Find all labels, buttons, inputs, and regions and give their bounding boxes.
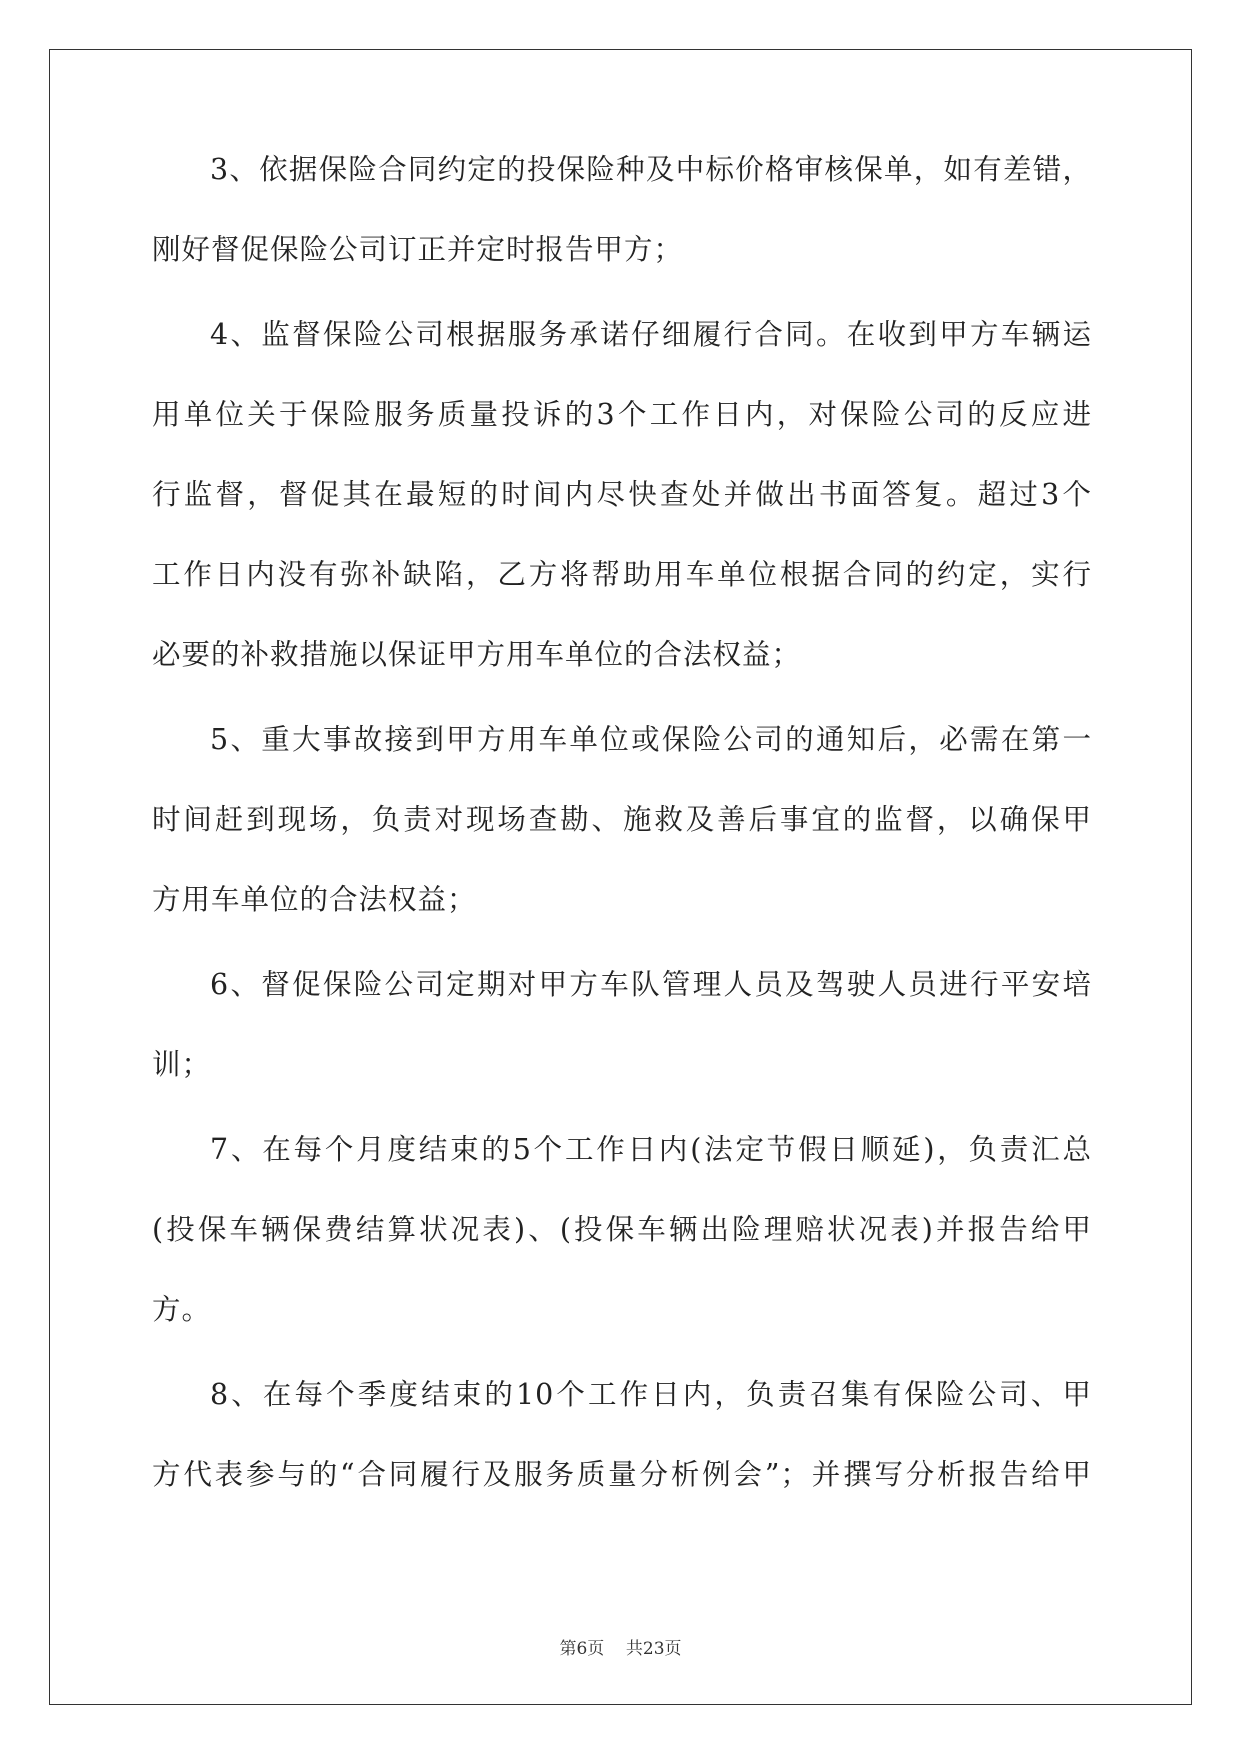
paragraph-3-line-2: 刚好督促保险公司订正并定时报告甲方； xyxy=(152,233,684,266)
page-total: 共23页 xyxy=(625,1639,682,1659)
paragraph-4-line-2: 用单位关于保险服务质量投诉的3个工作日内，对保险公司的反应进 xyxy=(152,398,1092,431)
paragraph-6-line-1: 6、督促保险公司定期对甲方车队管理人员及驾驶人员进行平安培 xyxy=(210,968,1092,1001)
paragraph-4-line-5: 必要的补救措施以保证甲方用车单位的合法权益； xyxy=(152,638,802,671)
paragraph-7-line-1: 7、在每个月度结束的5个工作日内(法定节假日顺延)，负责汇总 xyxy=(210,1133,1092,1166)
footer-spacer xyxy=(604,1639,626,1659)
paragraph-4-line-3: 行监督，督促其在最短的时间内尽快查处并做出书面答复。超过3个 xyxy=(152,478,1092,511)
paragraph-6-line-2: 训； xyxy=(152,1048,212,1081)
page-footer xyxy=(0,1634,1241,1659)
paragraph-4-line-1: 4、监督保险公司根据服务承诺仔细履行合同。在收到甲方车辆运 xyxy=(210,318,1092,351)
page-number: 第6页 xyxy=(559,1639,605,1659)
paragraph-5-line-1: 5、重大事故接到甲方用车单位或保险公司的通知后，必需在第一 xyxy=(210,723,1092,756)
paragraph-7-line-3: 方。 xyxy=(152,1293,212,1326)
paragraph-3-line-1: 3、依据保险合同约定的投保险种及中标价格审核保单，如有差错， xyxy=(210,153,1092,186)
paragraph-5-line-3: 方用车单位的合法权益； xyxy=(152,883,477,916)
paragraph-4-line-4: 工作日内没有弥补缺陷，乙方将帮助用车单位根据合同的约定，实行 xyxy=(152,558,1092,591)
paragraph-8-line-1: 8、在每个季度结束的10个工作日内，负责召集有保险公司、甲 xyxy=(210,1378,1092,1411)
paragraph-7-line-2: (投保车辆保费结算状况表)、(投保车辆出险理赔状况表)并报告给甲 xyxy=(152,1213,1092,1246)
paragraph-8-line-2: 方代表参与的“合同履行及服务质量分析例会”；并撰写分析报告给甲 xyxy=(152,1458,1092,1491)
paragraph-5-line-2: 时间赶到现场，负责对现场查勘、施救及善后事宜的监督，以确保甲 xyxy=(152,803,1092,836)
